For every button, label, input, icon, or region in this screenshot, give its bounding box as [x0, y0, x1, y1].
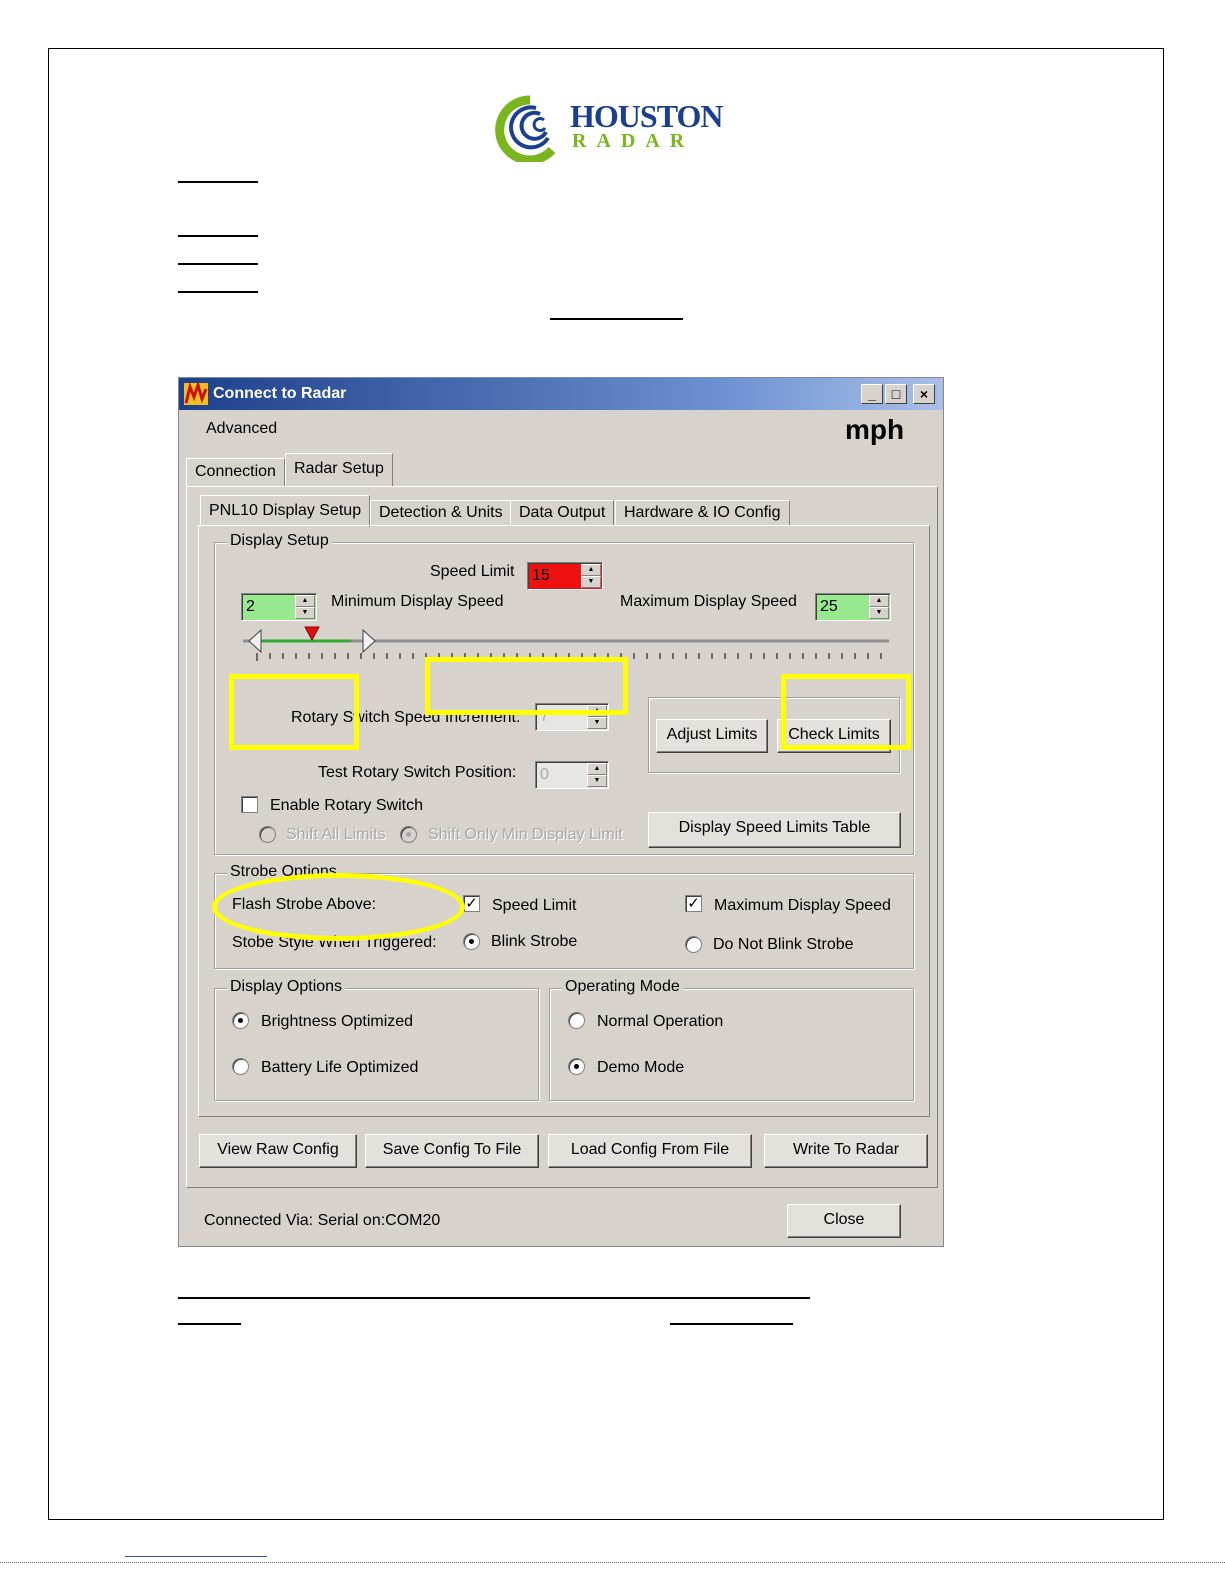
test-rotary-label: Test Rotary Switch Position:	[318, 764, 517, 781]
blink-strobe-label: Blink Strobe	[491, 933, 578, 950]
doc-rule	[670, 1323, 793, 1325]
speed-limit-strobe-checkbox[interactable]: ✓	[463, 895, 480, 912]
houston-radar-logo	[490, 92, 730, 162]
shift-all-limits-radio[interactable]	[259, 826, 276, 843]
load-config-button[interactable]: Load Config From File	[548, 1134, 752, 1168]
connect-to-radar-window	[178, 377, 944, 1247]
display-speed-limits-table-button[interactable]: Display Speed Limits Table	[648, 812, 901, 848]
min-display-speed-value: 2	[246, 598, 255, 615]
spinner-arrows[interactable]: ▲ ▼	[587, 705, 607, 729]
rotary-increment-label: Rotary Switch Speed Increment:	[291, 709, 521, 726]
shift-only-min-label: Shift Only Min Display Limit	[428, 826, 623, 843]
speed-limit-label: Speed Limit	[430, 563, 515, 580]
normal-operation-label: Normal Operation	[597, 1013, 724, 1030]
highlight-ellipse-flash-strobe	[212, 873, 465, 941]
window-title: Connect to Radar	[213, 385, 347, 402]
title-bar[interactable]	[179, 378, 943, 410]
battery-life-optimized-radio[interactable]	[232, 1058, 249, 1075]
demo-mode-radio[interactable]	[568, 1058, 585, 1075]
speed-limit-spinner[interactable]	[527, 562, 603, 590]
write-to-radar-button[interactable]: Write To Radar	[764, 1134, 928, 1168]
spinner-arrows[interactable]: ▲ ▼	[587, 763, 607, 787]
max-display-speed-label: Maximum Display Speed	[620, 593, 797, 610]
strobe-style-label: Stobe Style When Triggered:	[232, 934, 437, 951]
doc-rule	[178, 235, 258, 237]
adjust-limits-button[interactable]: Adjust Limits	[656, 719, 768, 753]
no-blink-strobe-radio[interactable]	[685, 936, 702, 953]
display-options-legend: Display Options	[227, 978, 345, 996]
max-display-strobe-checkbox[interactable]: ✓	[685, 895, 702, 912]
shift-all-limits-label: Shift All Limits	[286, 826, 386, 843]
max-display-speed-value: 25	[820, 598, 838, 615]
save-config-button[interactable]: Save Config To File	[365, 1134, 539, 1168]
tab-detection-units[interactable]: Detection & Units	[370, 500, 512, 526]
min-display-speed-spinner[interactable]	[241, 593, 317, 621]
maximize-button[interactable]: □	[885, 384, 907, 404]
strobe-options-legend: Strobe Options	[227, 863, 340, 881]
connection-status: Connected Via: Serial on:COM20	[204, 1212, 441, 1229]
spinner-arrows[interactable]: ▲ ▼	[581, 564, 601, 588]
spinner-arrows[interactable]: ▲ ▼	[295, 595, 315, 619]
doc-rule	[178, 263, 258, 265]
normal-operation-radio[interactable]	[568, 1012, 585, 1029]
enable-rotary-checkbox[interactable]	[241, 796, 258, 813]
speed-limit-value: 15	[532, 567, 550, 584]
brightness-optimized-label: Brightness Optimized	[261, 1013, 414, 1030]
tab-radar-setup[interactable]: Radar Setup	[285, 453, 393, 487]
logo-swirl-icon	[490, 92, 570, 162]
no-blink-strobe-label: Do Not Blink Strobe	[713, 936, 854, 953]
test-rotary-value: 0	[540, 766, 549, 783]
doc-rule	[178, 1297, 810, 1299]
check-limits-button[interactable]: Check Limits	[777, 719, 891, 753]
tab-hardware-io-config[interactable]: Hardware & IO Config	[615, 500, 790, 526]
window-close-button[interactable]: ×	[913, 384, 935, 404]
logo-text-houston: HOUSTON	[570, 98, 723, 134]
footer-link-rule	[125, 1556, 267, 1557]
blink-strobe-radio[interactable]	[463, 933, 480, 950]
menu-advanced[interactable]: Advanced	[206, 420, 278, 437]
logo-text-radar: RADAR	[572, 130, 695, 152]
display-options-group	[214, 978, 539, 1101]
close-button[interactable]: Close	[787, 1204, 901, 1238]
operating-mode-legend: Operating Mode	[562, 978, 683, 996]
doc-rule	[550, 318, 683, 320]
speed-limit-strobe-label: Speed Limit	[492, 897, 577, 914]
battery-life-optimized-label: Battery Life Optimized	[261, 1059, 419, 1076]
rotary-increment-value: 7	[540, 708, 549, 725]
view-raw-config-button[interactable]: View Raw Config	[199, 1134, 357, 1168]
doc-rule	[178, 291, 258, 293]
highlight-box-check-limits	[781, 674, 911, 750]
doc-rule	[178, 1323, 241, 1325]
app-icon	[184, 383, 208, 405]
shift-only-min-radio[interactable]	[400, 826, 417, 843]
spinner-arrows[interactable]: ▲ ▼	[869, 595, 889, 619]
minimize-button[interactable]: _	[861, 384, 883, 404]
max-display-speed-spinner[interactable]	[815, 593, 891, 621]
min-display-speed-label: Minimum Display Speed	[331, 593, 504, 610]
test-rotary-spinner[interactable]	[535, 761, 609, 789]
tab-pnl10-display-setup[interactable]: PNL10 Display Setup	[200, 495, 370, 527]
flash-strobe-above-label: Flash Strobe Above:	[232, 896, 377, 913]
units-label: mph	[845, 414, 905, 445]
enable-rotary-label: Enable Rotary Switch	[270, 797, 423, 814]
brightness-optimized-radio[interactable]	[232, 1012, 249, 1029]
operating-mode-group	[549, 978, 914, 1101]
footer-dotted-rule	[0, 1562, 1225, 1563]
demo-mode-label: Demo Mode	[597, 1059, 685, 1076]
tab-data-output[interactable]: Data Output	[510, 500, 614, 526]
highlight-box-rotary	[229, 674, 359, 750]
highlight-box-increment	[425, 657, 628, 715]
doc-rule	[178, 181, 258, 183]
max-display-strobe-label: Maximum Display Speed	[714, 897, 891, 914]
display-setup-legend: Display Setup	[227, 532, 332, 550]
tab-connection[interactable]: Connection	[186, 458, 285, 486]
